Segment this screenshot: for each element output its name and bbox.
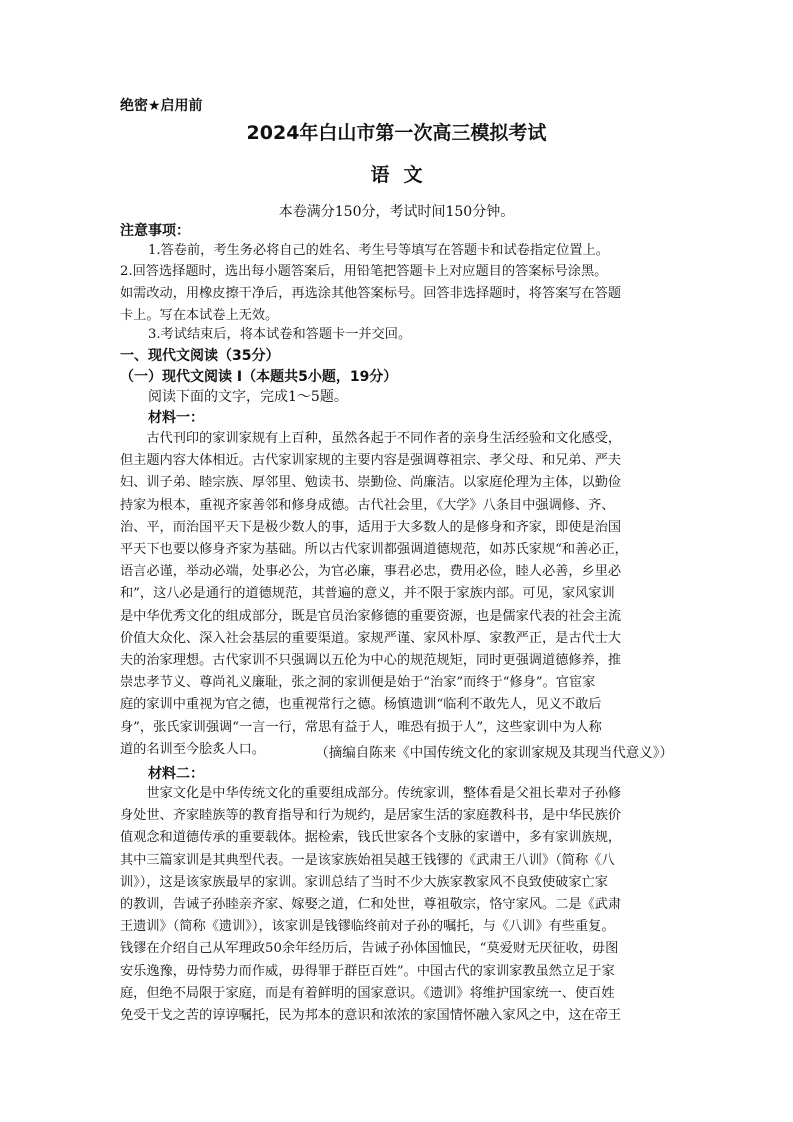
material-2-title: 材料二：	[148, 766, 204, 782]
notice-item-2: 2.回答选择题时，选出每小题答案后，用铅笔把答题卡上对应题目的答案标号涂黑。 如需改动，用橡皮擦干净后，再选涂其他答案标号。回答非选择题时，将答案写在答题 卡上。写在本试卷上无效。	[120, 264, 622, 323]
material-1-text: 古代刊印的家训家规有上百种，虽然各起于不同作者的亲身生活经验和文化感受， 但主题内容大体相近。古代家训家规的主要内容是强调尊祖宗、孝父母、和兄弟、严夫 妇、训子弟、睦宗族、厚邻里、勉读书、崇勤俭、尚廉洁。以家庭伦理为主体，以勤俭 持家为根本，重视齐家善邻和修身成德。古代社会里，《大学》八条目中强调修、齐、 治、平，而治国平天下是极少数人的事，适用于大多数人的是修身和齐家，即使是治国 平天下也要以修身齐家为基础。所以古代家训都强调道德规范，如苏氏家规“和善必正， 语言必谨，举动必端，处事必公，为官必廉，事君必忠，费用必俭，睦人必善，乡里必 和”，这八必是通行的道德规范，其普遍的意义，并不限于家族内部。可见，家风家训 是中华优秀文化的组成部分，既是官员治家修德的重要资源，也是儒家代表的社会主流 价值大众化、深入社会基层的重要渠道。家规严谨、家风朴厚、家教严正，是古代士大 夫的治家理想。古代家训不只强调以五伦为中心的规范规矩，同时更强调道德修养，推 崇忠孝节义、尊尚礼义廉耻，张之洞的家训便是始于“治家”而终于“修身”。官宦家 庭的家训中重视为官之德，也重视常行之德。杨慎遗训“临利不敢先人，见义不敢后 身”，张氏家训强调“一言一行，常思有益于人，唯恐有损于人”，这些家训中为人称 道的名训至今脍炙人口。	[120, 431, 628, 757]
section-title: 一、现代文阅读（35分）	[120, 348, 280, 364]
material-2-text: 世家文化是中华传统文化的重要组成部分。传统家训，整体看是父祖长辈对子孙修 身处世、齐家睦族等的教育指导和行为规约，是居家生活的家庭教科书，是中华民族价 值观念和道德传承的重要载体。据检索，钱氏世家各个支脉的家谱中，多有家训族规， 其中三篇家训是其典型代表。一是该家族始祖吴越王钱镠的《武肃王八训》（简称《八 训》），这是该家族最早的家训。家训总结了当时不少大族家教家风不良致使破家亡家 的教训，告诫子孙睦亲齐家、嫁娶之道，仁和处世，尊祖敬宗，恪守家风。二是《武肃 王遗训》（简称《遗训》），该家训是钱镠临终前对子孙的嘱托，与《八训》有些重复。 钱镠在介绍自己从军理政50余年经历后，告诫子孙体国恤民，“莫爱财无厌征收，毋图 安乐逸豫，毋恃势力而作威，毋得罪于群臣百姓”。中国古代的家训家教虽然立足于家 庭，但绝不局限于家庭，而是有着鲜明的国家意识。《遗训》将维护国家统一、使百姓 免受干戈之苦的谆谆嘱托，民为邦本的意识和浓浓的家国情怀融入家风之中，这在帝王	[120, 786, 622, 1024]
secret-label: 绝密★启用前	[120, 98, 203, 114]
subsection-title: （一）现代文阅读 I（本题共5小题，19分）	[120, 369, 398, 385]
notice-title: 注意事项：	[120, 223, 190, 239]
material-1-title: 材料一：	[148, 410, 204, 426]
notice-item-3: 3.考试结束后，将本试卷和答题卡一并交回。	[148, 327, 412, 342]
subject-title: 语文	[370, 164, 437, 186]
exam-info: 本卷满分150分，考试时间150分钟。	[278, 204, 515, 220]
material-1-source: （摘编自陈来《中国传统文化的家训家规及其现当代意义》）	[315, 745, 673, 761]
exam-title: 2024年白山市第一次高三模拟考试	[246, 122, 547, 144]
reading-instruction: 阅读下面的文字，完成1～5题。	[148, 389, 348, 405]
notice-item-1: 1.答卷前，考生务必将自己的姓名、考生号等填写在答题卡和试卷指定位置上。	[148, 243, 609, 258]
